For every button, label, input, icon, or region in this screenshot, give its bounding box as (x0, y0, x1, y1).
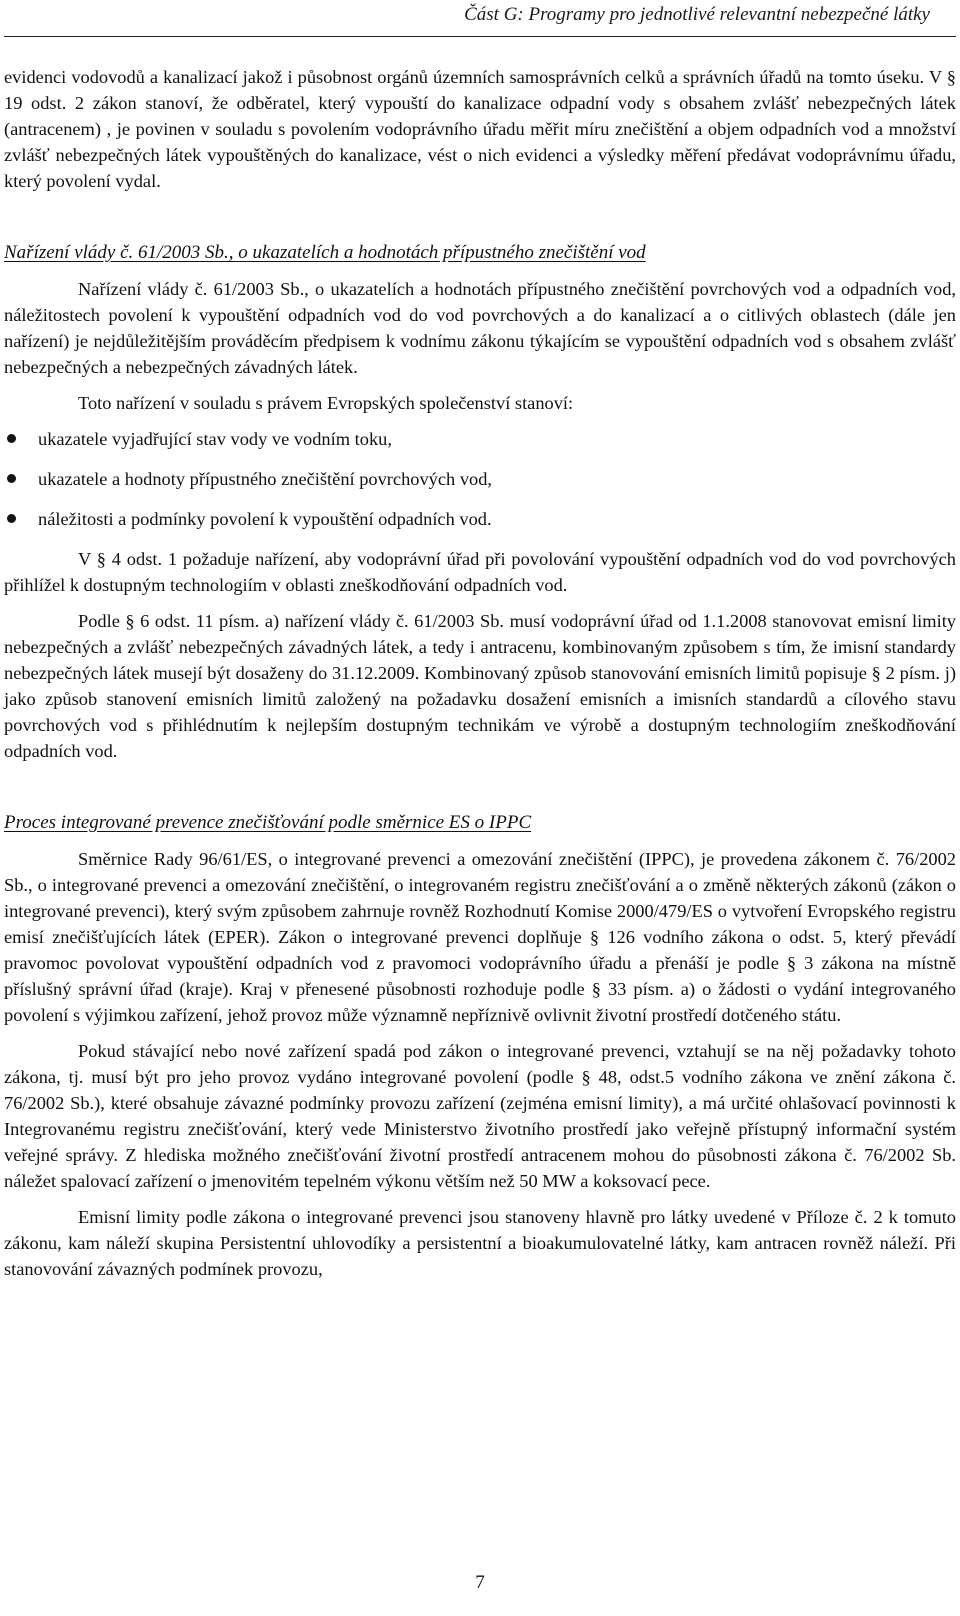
spacer (4, 1028, 956, 1038)
spacer (4, 266, 956, 276)
bullet-icon (7, 514, 16, 523)
header-rule (4, 36, 956, 37)
intro-paragraph: evidenci vodovodů a kanalizací jakož i působnost orgánů územních samosprávních celků a správních úřadů na tomto úseku. V § 19 odst. 2 zákon stanoví, že odběratel, který vypouští do kanalizace odpadní vody s obsahem zvlášť nebezpečných látek (antracenem) , je povinen v souladu s povolením vodoprávního úřadu měřit míru znečištění a objem odpadních vod a množství zvlášť nebezpečných látek vypouštěných do kanalizace, vést o nich evidenci a výsledky měření předávat vodoprávnímu úřadu, který povolení vydal. (4, 67, 956, 191)
bullet-icon (7, 474, 16, 483)
document-body (4, 64, 956, 1282)
paragraph: Toto nařízení v souladu s právem Evropských společenství stanoví: (78, 393, 574, 413)
list-item (4, 506, 956, 532)
list-item (4, 466, 956, 492)
spacer (4, 598, 956, 608)
bullet-list (4, 426, 956, 532)
list-item (4, 426, 956, 452)
section-heading-ippc: Proces integrované prevence znečišťování podle směrnice ES o IPPC (4, 812, 532, 833)
spacer (4, 1194, 956, 1204)
paragraph: Nařízení vlády č. 61/2003 Sb., o ukazatelích a hodnotách přípustného znečištění povrchových vod a odpadních vod, náležitostech povolení k vypouštění odpadních vod do vod povrchových a do kanalizací a o citlivých oblastech (dále jen nařízení) je nejdůležitějším prováděcím předpisem k vodnímu zákonu týkajícím se vypouštění odpadních vod s obsahem zvlášť nebezpečných a nebezpečných závadných látek. (4, 279, 956, 377)
list-item-text: ukazatele a hodnoty přípustného znečištění povrchových vod, (38, 469, 493, 489)
list-item-text: ukazatele vyjadřující stav vody ve vodním toku, (38, 429, 392, 449)
spacer (4, 380, 956, 390)
spacer (4, 416, 956, 426)
spacer (4, 764, 956, 810)
paragraph: Směrnice Rady 96/61/ES, o integrované prevenci a omezování znečištění (IPPC), je provedena zákonem č. 76/2002 Sb., o integrované prevenci a omezování znečištění, o integrovaném registru znečišťování a o změně některých zákonů (zákon o integrované prevenci), který svým způsobem zahrnuje rovněž Rozhodnutí Komise 2000/479/ES o vytvoření Evropského registru emisí znečišťujících látek (EPER). Zákon o integrované prevenci doplňuje § 126 vodního zákona o odst. 5, který převádí pravomoc povolovat vypouštění odpadních vod z pravomoci vodoprávního úřadu a přenáší je podle § 3 zákona na místně příslušný správní úřad (kraje). Kraj v přenesené působnosti rozhoduje podle § 33 písm. a) o žádosti o vydání integrovaného povolení s výjimkou zařízení, jehož provoz může významně nepříznivě ovlivnit životní prostředí dotčeného státu. (4, 849, 956, 1025)
spacer (4, 194, 956, 240)
paragraph: Pokud stávající nebo nové zařízení spadá pod zákon o integrované prevenci, vztahují se na něj požadavky tohoto zákona, tj. musí být pro jeho provoz vydáno integrované povolení (podle § 48, odst.5 vodního zákona ve znění zákona č. 76/2002 Sb.), které obsahuje závazné podmínky provozu zařízení (zejména emisní limity), a má určité ohlašovací povinnosti k Integrovanému registru znečišťování, který vede Ministerstvo životního prostředí jako veřejně přístupný informační systém veřejné správy. Z hlediska možného znečišťování životní prostředí antracenem mohou do působnosti zákona č. 76/2002 Sb. náležet spalovací zařízení o jmenovitém tepelném výkonu větším než 50 MW a koksovací pece. (4, 1041, 956, 1191)
paragraph: V § 4 odst. 1 požaduje nařízení, aby vodoprávní úřad při povolování vypouštění odpadních vod do vod povrchových přihlížel k dostupným technologiím v oblasti zneškodňování odpadních vod. (4, 549, 956, 595)
bullet-icon (7, 434, 16, 443)
list-item-text: náležitosti a podmínky povolení k vypouštění odpadních vod. (38, 509, 492, 529)
spacer (4, 836, 956, 846)
section-heading-nv61: Nařízení vlády č. 61/2003 Sb., o ukazatelích a hodnotách přípustného znečištění vod (4, 242, 646, 263)
page-number: 7 (475, 1572, 485, 1593)
paragraph: Podle § 6 odst. 11 písm. a) nařízení vlády č. 61/2003 Sb. musí vodoprávní úřad od 1.1.2008 stanovovat emisní limity nebezpečných a zvlášť nebezpečných závadných látek, a tedy i antracenu, kombinovaným způsobem s tím, že imisní standardy nebezpečných látek musejí být dosaženy do 31.12.2009. Kombinovaný způsob stanovování emisních limitů popisuje § 2 písm. j) jako způsob stanovení emisních limitů založený na požadavku dosažení emisních a imisních standardů a cílového stavu povrchových vod s přihlédnutím k nejlepším dostupným technikám ve výrobě a dostupným technologiím zneškodňování odpadních vod. (4, 611, 956, 761)
running-header: Část G: Programy pro jednotlivé relevantní nebezpečné látky (464, 4, 930, 25)
paragraph: Emisní limity podle zákona o integrované prevenci jsou stanoveny hlavně pro látky uvedené v Příloze č. 2 k tomuto zákonu, kam náleží skupina Persistentní uhlovodíky a persistentní a bioakumulovatelné látky, kam antracen rovněž náleží. Při stanovování závazných podmínek provozu, (4, 1207, 956, 1279)
